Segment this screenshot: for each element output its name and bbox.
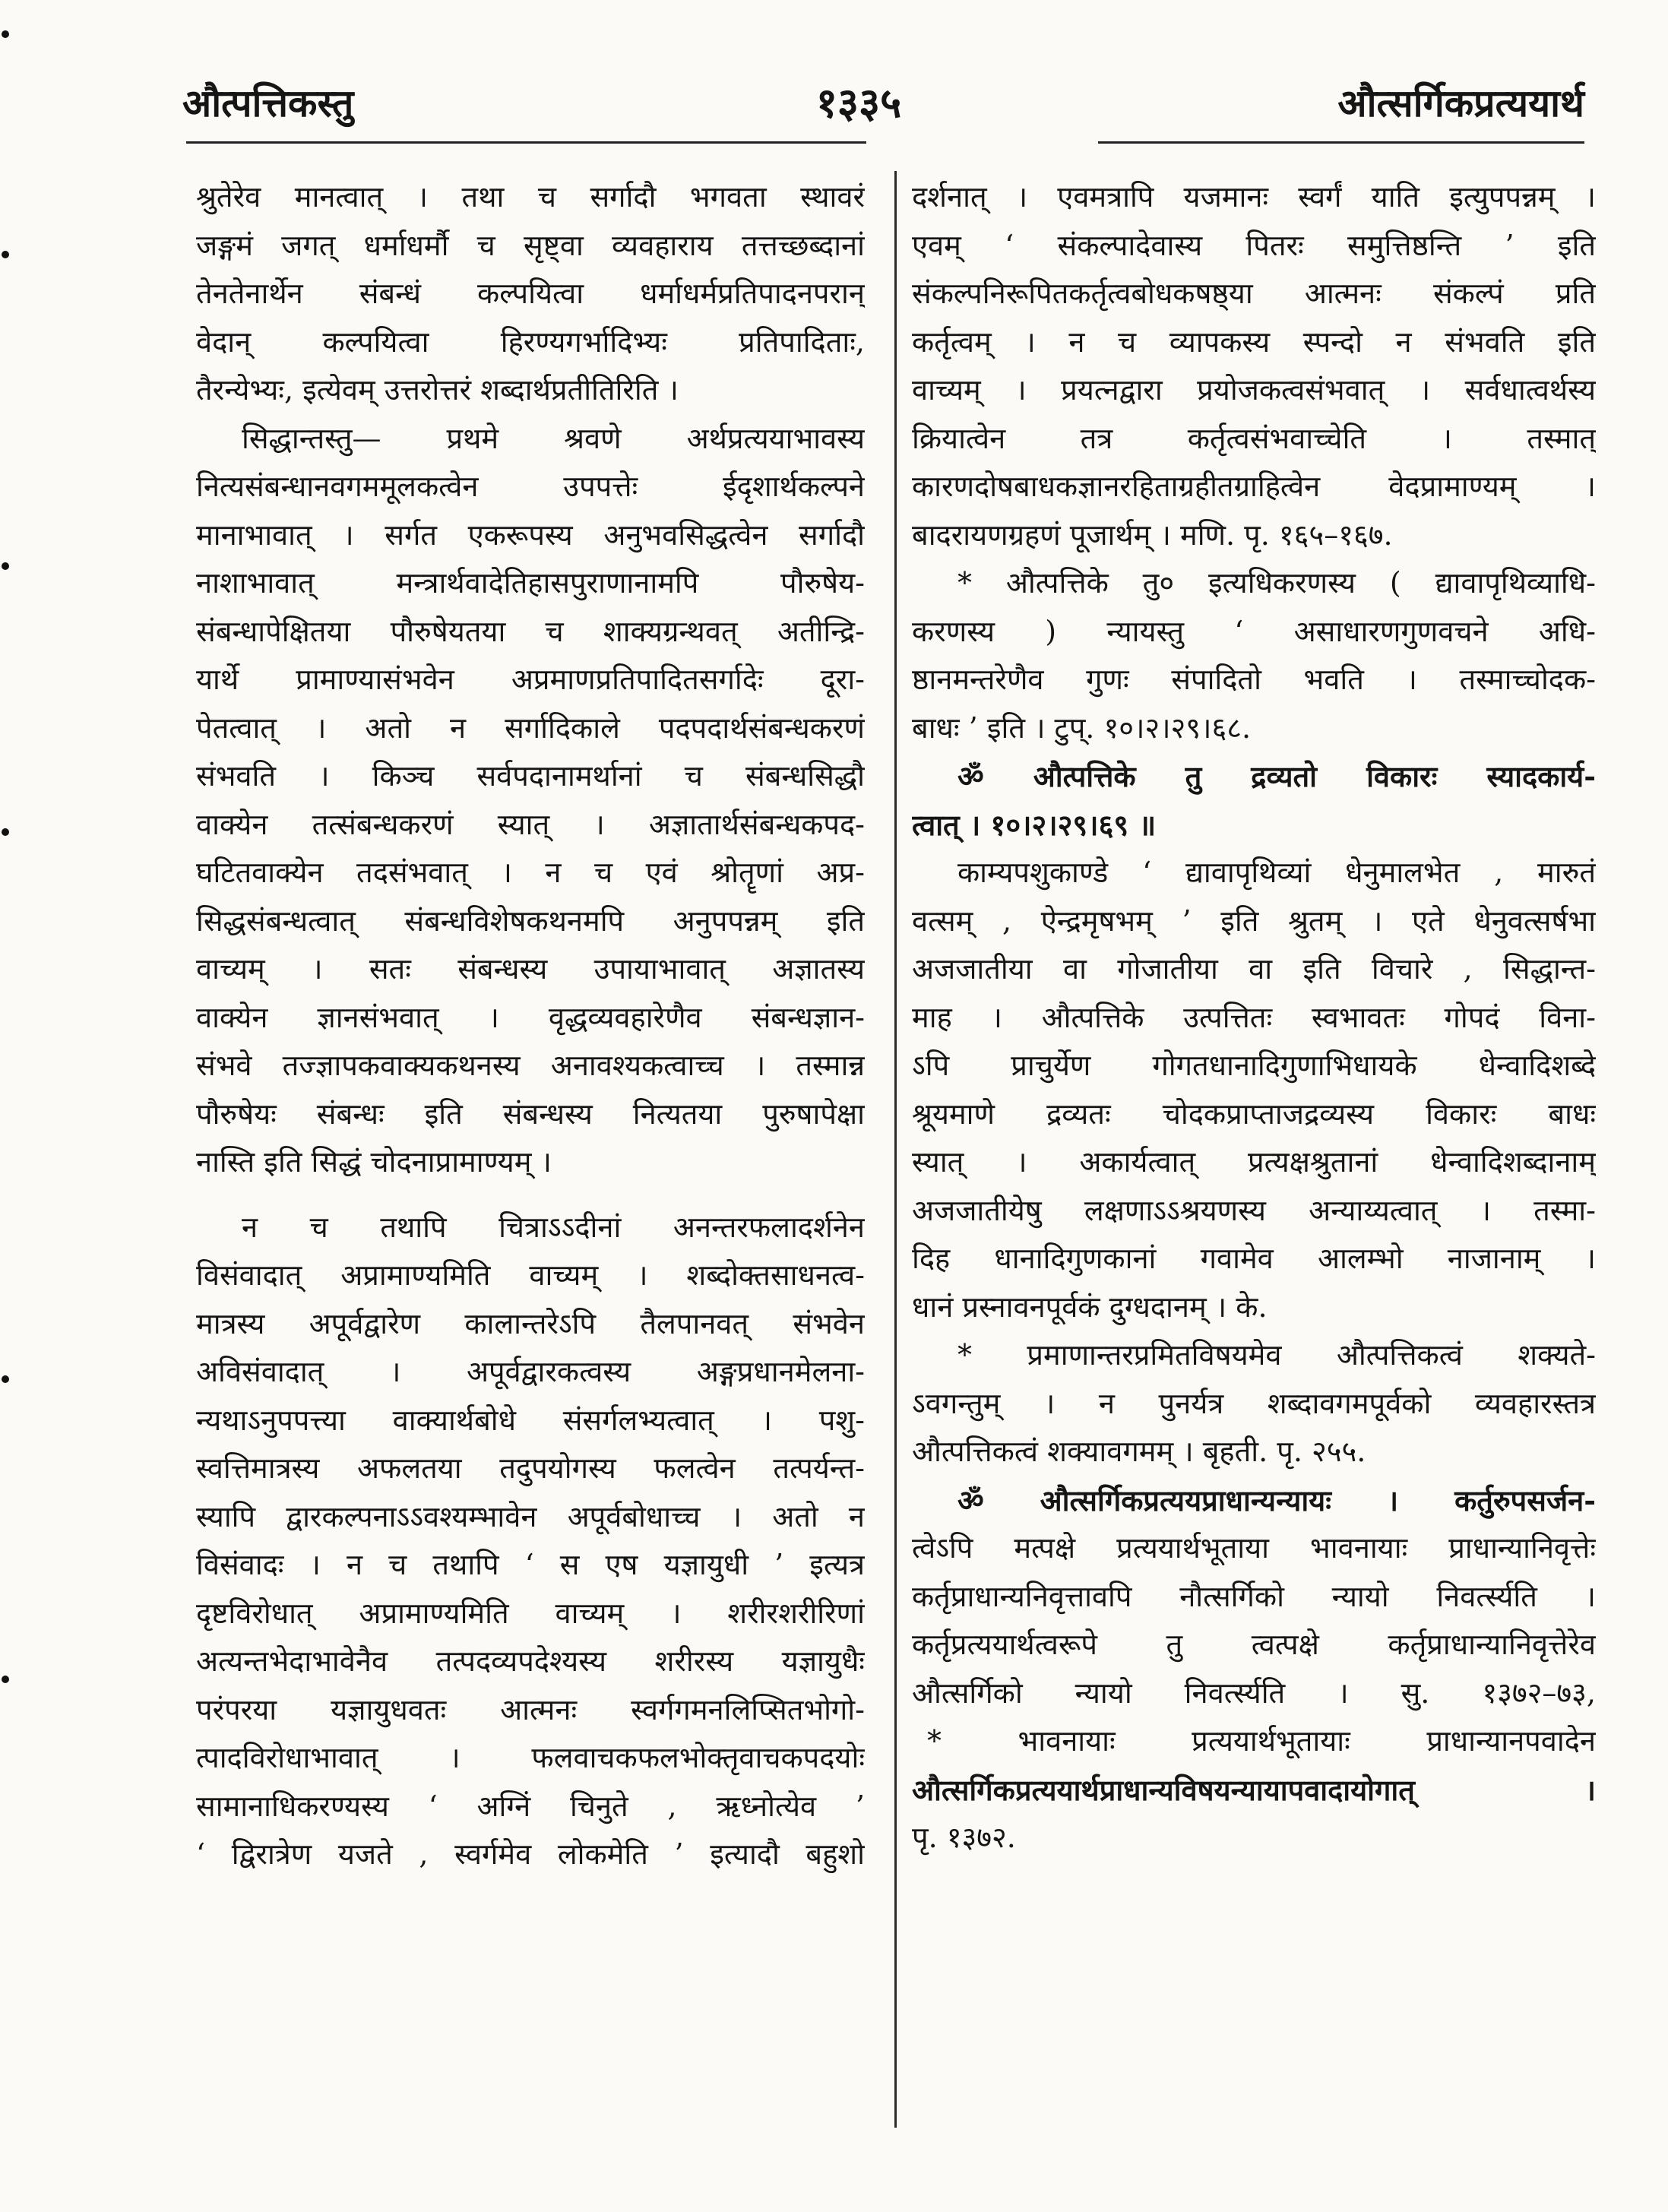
- section-start-line: काम्यपशुकाण्डे ‘ द्यावापृथिव्यां धेनुमालभेत , मारुतं: [957, 856, 1596, 889]
- margin-dot: [2, 251, 9, 258]
- text-line: संबन्धापेक्षितया पौरुषेयतया च शाक्यग्रन्थवत् अतीन्द्रि-: [196, 614, 865, 648]
- text-line: परंपरया यज्ञायुधवतः आत्मनः स्वर्गगमनलिप्सितभोगो-: [196, 1692, 865, 1726]
- page-header: [0, 0, 1668, 152]
- text-line: सामानाधिकरण्यस्य ‘ अग्निं चिनुते , ऋध्नोत्येव ’: [196, 1789, 865, 1823]
- text-line: कर्तृप्राधान्यनिवृत्तावपि नौत्सर्गिको न्यायो निवर्त्स्यति ।: [912, 1579, 1596, 1613]
- note-start-line: * औत्पत्तिके तु० इत्यधिकरणस्य ( द्यावापृथिव्याधि-: [957, 566, 1596, 600]
- text-line: जङ्गमं जगत् धर्माधर्मौ च सृष्ट्वा व्यवहाराय तत्तच्छब्दानां: [196, 228, 865, 262]
- text-line: औत्सर्गिकप्रत्ययार्थप्राधान्यविषयन्यायापवादायोगात् ।: [912, 1772, 1596, 1807]
- text-line: श्रूयमाणे द्रव्यतः चोदकप्राप्ताजद्रव्यस्य विकारः बाधः: [912, 1097, 1596, 1131]
- text-line: करणस्य ) न्यायस्तु ‘ असाधारणगुणवचने अधि-: [912, 614, 1596, 648]
- text-line: अजजातीया वा गोजातीया वा इति विचारे , सिद्धान्त-: [912, 952, 1596, 986]
- citation-line: पृ. १३७२.: [912, 1821, 1016, 1854]
- text-line: यार्थे प्रामाण्यासंभवेन अप्रमाणप्रतिपादितसर्गादेः दूरा-: [196, 663, 865, 696]
- text-line: दृष्टविरोधात् अप्रामाण्यमिति वाच्यम् । शरीरशरीरिणां: [196, 1596, 865, 1630]
- right-column: [912, 173, 1596, 1862]
- margin-dot: [2, 562, 9, 570]
- margin-dot: [2, 828, 9, 836]
- text-line: मात्रस्य अपूर्वद्वारेण कालान्तरेऽपि तैलपानवत् संभवेन: [196, 1306, 865, 1340]
- text-line: तेनतेनार्थेन संबन्धं कल्पयित्वा धर्माधर्मप्रतिपादनपरान्: [196, 277, 865, 310]
- text-line: अत्यन्तभेदाभावेनैव तत्पदव्यपदेश्यस्य शरीरस्य यज्ञायुधैः: [196, 1644, 865, 1678]
- citation-line: बादरायणग्रहणं पूजार्थम् । मणि. पृ. १६५–१६७.: [912, 517, 1393, 552]
- text-line: विसंवादात् अप्रामाण्यमिति वाच्यम् । शब्दोक्तसाधनत्व-: [196, 1258, 865, 1292]
- text-line: त्वेऽपि मत्पक्षे प्रत्ययार्थभूताया भावनायाः प्राधान्यानिवृत्तेः: [912, 1531, 1596, 1565]
- text-line: न्यथाऽनुपपत्त्या वाक्यार्थबोधे संसर्गलभ्यत्वात् । पशु-: [196, 1403, 865, 1437]
- margin-dot: [2, 30, 9, 38]
- text-line: संभवति । किञ्च सर्वपदानामर्थानां च संबन्धसिद्धौ: [196, 759, 865, 793]
- margin-dot: [2, 1676, 9, 1683]
- text-line: पेतत्वात् । अतो न सर्गादिकाले पदपदार्थसंबन्धकरणं: [196, 710, 865, 745]
- citation-line: बाधः ’ इति । टुप्. १०।२।२९।६८.: [912, 710, 1252, 745]
- text-line: नास्ति इति सिद्धं चोदनाप्रामाण्यम् ।: [196, 1145, 552, 1179]
- text-line: नित्यसंबन्धानवगममूलकत्वेन उपपत्तेः ईदृशार्थकल्पने: [196, 470, 865, 503]
- margin-dot: [2, 1375, 9, 1383]
- note-start-line: * प्रमाणान्तरप्रमितविषयमेव औत्पत्तिकत्वं शक्यते-: [957, 1338, 1596, 1372]
- text-line: त्पादविरोधाभावात् । फलवाचकफलभोक्तृवाचकपदयोः: [196, 1741, 865, 1774]
- text-line: संकल्पनिरूपितकर्तृत्वबोधकषष्ठ्या आत्मनः संकल्पं प्रति: [912, 277, 1596, 310]
- nyaya-heading: ॐ औत्सर्गिकप्रत्ययप्राधान्यन्यायः । कर्तुरुपसर्जन-: [957, 1483, 1596, 1517]
- text-line: सिद्धसंबन्धत्वात् संबन्धविशेषकथनमपि अनुपपन्नम् इति: [196, 903, 865, 938]
- text-line: स्यापि द्वारकल्पनाऽऽवश्यम्भावेन अपूर्वबोधाच्च । अतो न: [196, 1499, 865, 1533]
- text-line: कर्तृत्वम् । न च व्यापकस्य स्पन्दो न संभवति इति: [912, 324, 1596, 359]
- text-line: वाच्यम् । सतः संबन्धस्य उपायाभावात् अज्ञातस्य: [196, 952, 865, 986]
- sutra-heading: त्वात् । १०।२।२९।६९ ॥: [912, 807, 1157, 842]
- left-column: [196, 173, 865, 1879]
- text-line: क्रियात्वेन तत्र कर्तृत्वसंभवाच्चेति । तस्मात्: [912, 421, 1596, 455]
- text-line: ‘ द्विरात्रेण यजते , स्वर्गमेव लोकमेति ’ इत्यादौ बहुशो: [196, 1837, 865, 1871]
- text-line: वाच्यम् । प्रयत्नद्वारा प्रयोजकत्वसंभवात् । सर्वधात्वर्थस्य: [912, 373, 1596, 407]
- text-line: वाक्येन ज्ञानसंभवात् । वृद्धव्यवहारेणैव संबन्धज्ञान-: [196, 1000, 865, 1034]
- text-line: नाशाभावात् मन्त्रार्थवादेतिहासपुराणानामपि पौरुषेय-: [196, 566, 865, 600]
- text-line: एवम् ‘ संकल्पादेवास्य पितरः समुत्तिष्ठन्ति ’ इति: [912, 228, 1596, 262]
- text-line: घटितवाक्येन तदसंभवात् । न च एवं श्रोतॄणां अप्र-: [196, 856, 865, 889]
- text-line: वत्सम् , ऐन्द्रमृषभम् ’ इति श्रुतम् । एते धेनुवत्सर्षभा: [912, 903, 1596, 938]
- text-line: दर्शनात् । एवमत्रापि यजमानः स्वर्गं याति इत्युपपन्नम् ।: [912, 180, 1596, 214]
- text-line: श्रुतेरेव मानत्वात् । तथा च सर्गादौ भगवता स्थावरं: [196, 180, 865, 214]
- text-line: पौरुषेयः संबन्धः इति संबन्धस्य नित्यतया पुरुषापेक्षा: [196, 1097, 865, 1131]
- page-number: १३३५: [815, 78, 902, 127]
- text-line: वेदान् कल्पयित्वा हिरण्यगर्भादिभ्यः प्रतिपादिताः,: [196, 324, 865, 359]
- text-line: दिह धानादिगुणकानां गवामेव आलम्भो नाजानाम् ।: [912, 1242, 1596, 1275]
- text-line: औत्सर्गिको न्यायो निवर्त्स्यति । सु. १३७२–७३,: [912, 1676, 1596, 1710]
- text-line: स्वत्तिमात्रस्य अफलतया तदुपयोगस्य फलत्वेन तत्पर्यन्त-: [196, 1451, 865, 1485]
- sutra-heading: ॐ औत्पत्तिके तु द्रव्यतो विकारः स्यादकार्य-: [957, 759, 1596, 793]
- text-line: ऽपि प्राचुर्येण गोगतधानादिगुणाभिधायके धेन्वादिशब्दे: [912, 1049, 1596, 1082]
- text-line: अविसंवादात् । अपूर्वद्वारकत्वस्य अङ्गप्रधानमेलना-: [196, 1355, 865, 1388]
- text-line: तैरन्येभ्यः, इत्येवम् उत्तरोत्तरं शब्दार्थप्रतीतिरिति ।: [196, 373, 679, 407]
- running-head-left: औत्पत्तिकस्तु: [182, 81, 354, 125]
- running-head-right: औत्सर्गिकप्रत्ययार्थ: [1337, 81, 1584, 125]
- text-line: कर्तृप्रत्ययार्थत्वरूपे तु त्वत्पक्षे कर्तृप्राधान्यानिवृत्तेरेव: [912, 1628, 1596, 1661]
- text-line: संभवे तज्ज्ञापकवाक्यकथनस्य अनावश्यकत्वाच्च । तस्मान्न: [196, 1049, 865, 1082]
- section-start-line: न च तथापि चित्राऽऽदीनां अनन्तरफलादर्शनेन: [242, 1210, 865, 1244]
- header-rule-left: [186, 141, 866, 144]
- citation-line: धानं प्रस्नावनपूर्वकं दुग्धदानम् । के.: [912, 1290, 1268, 1324]
- column-divider: [894, 171, 897, 2128]
- text-line: मानाभावात् । सर्गत एकरूपस्य अनुभवसिद्धत्वेन सर्गादौ: [196, 517, 865, 552]
- header-rule-right: [1098, 141, 1584, 144]
- text-line: माह । औत्पत्तिके उत्पत्तितः स्वभावतः गोपदं विना-: [912, 1000, 1596, 1034]
- text-line: वाक्येन तत्संबन्धकरणं स्यात् । अज्ञातार्थसंबन्धकपद-: [196, 807, 865, 841]
- section-start-line: सिद्धान्तस्तु— प्रथमे श्रवणे अर्थप्रत्ययाभावस्य: [242, 421, 865, 455]
- note-start-line: * भावनायाः प्रत्ययार्थभूतायाः प्राधान्यानपवादेन: [927, 1724, 1596, 1758]
- text-line: ऽवगन्तुम् । न पुनर्यत्र शब्दावगमपूर्वको व्यवहारस्तत्र: [912, 1386, 1596, 1420]
- text-line: विसंवादः । न च तथापि ‘ स एष यज्ञायुधी ’ इत्यत्र: [196, 1548, 865, 1581]
- text-line: अजजातीयेषु लक्षणाऽऽश्रयणस्य अन्याय्यत्वात् । तस्मा-: [912, 1193, 1596, 1227]
- text-line: कारणदोषबाधकज्ञानरहिताग्रहीतग्राहित्वेन वेदप्रामाण्यम् ।: [912, 470, 1596, 503]
- text-line: स्यात् । अकार्यत्वात् प्रत्यक्षश्रुतानां धेन्वादिशब्दानाम्: [912, 1145, 1596, 1179]
- citation-line: औत्पत्तिकत्वं शक्यावगमम् । बृहती. पृ. २५५.: [912, 1435, 1366, 1468]
- text-line: ष्ठानमन्तरेणैव गुणः संपादितो भवति । तस्माच्चोदक-: [912, 663, 1596, 696]
